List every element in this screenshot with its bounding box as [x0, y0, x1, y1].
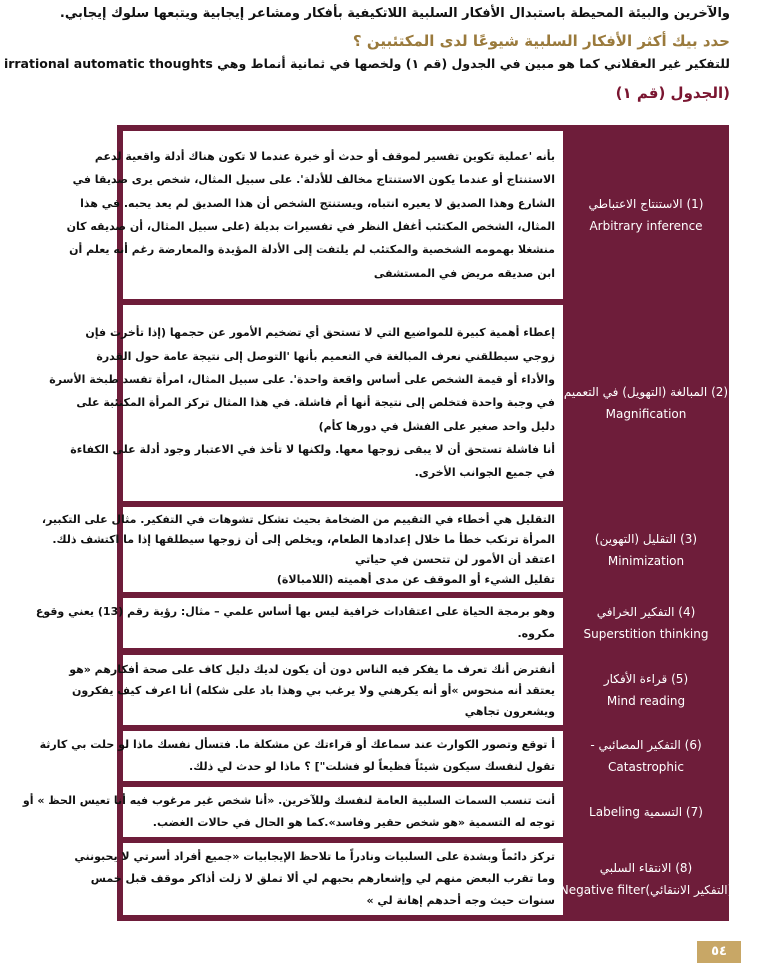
- intro-paragraph: والآخرين والبيئة المحيطة باستبدال الأفكار السلبية اللاتكيفية بأفكار ومشاعر إيجابية ويتبعها سلوك إيجابي.: [59, 6, 730, 21]
- description-line: اعتقد أن الأمور لن تتحسن في حياتي: [355, 552, 555, 566]
- term-english: Arbitrary inference: [589, 219, 703, 233]
- description-line: أنفترض أنك تعرف ما يفكر فيه الناس دون أن يكون لديك دليل كاف على صحة أفكارهم «هو: [69, 662, 555, 676]
- table-row: [49, 305, 729, 501]
- description-line: يعتقد أنه منحوس »أو أنه يكرهني ولا يرغب بي وهذا باد على شكله) أنا اعرف كيف يفكرون: [71, 683, 555, 697]
- table-row: [35, 598, 729, 648]
- description-line: المرأة ترتكب خطأ ما خلال إعدادها الطعام، ويخلص إلى أن زوجها سيطلقها إذا ما اكتشف ذلك.: [52, 532, 555, 546]
- row-description: [66, 131, 563, 299]
- term-english: Negative filter(التفكير الانتقائي): [559, 883, 733, 897]
- description-line: تركز دائماً وبشدة على السلبيات ونادراً ما تلاحظ الإيجابيات «جميع أفراد أسرتي لا يحبونني: [74, 850, 555, 863]
- row-term: [563, 655, 729, 725]
- description-line: تقليل الشيء أو الموقف عن مدى أهميته (اللامبالاة): [276, 572, 555, 586]
- distortions-table: [22, 125, 733, 921]
- description-line: والأداء أو قيمة الشخص على أساس واقعة واحدة'. على سبيل المثال، امرأة تفسد طبخة الأسرة: [49, 373, 555, 387]
- term-arabic: (5) قراءة الأفكار: [603, 672, 689, 686]
- description-line: إعطاء أهمية كبيرة للمواضيع التي لا تستحق أي تضخيم الأمور عن حجمها (إذا تأخرت فإن: [85, 326, 555, 340]
- row-description: [49, 305, 563, 501]
- description-line: زوجي سيطلقني نعرف المبالغة في التعميم بأنها 'التوصل إلى نتيجة عامة حول القدرة: [96, 349, 555, 363]
- term-arabic: (7) التسمية Labeling: [589, 805, 703, 819]
- table-row: [74, 843, 733, 915]
- term-arabic: (3) التقليل (التهوين): [594, 531, 698, 546]
- row-description: [74, 843, 563, 915]
- term-arabic: (6) التفكير المصائبي -: [590, 738, 702, 752]
- description-line: ابن صديقه مريض في المستشفى: [373, 266, 555, 280]
- description-line: دليل واحد صغير على الفشل في دورها كأم): [318, 419, 555, 433]
- table-row: [41, 507, 729, 592]
- row-description: [41, 507, 563, 592]
- description-line: أنا فاشلة تستحق أن لا يبقى زوجها معها. ولكنها لا تأخذ في الاعتبار وجود أدلة على الكفاءة: [70, 442, 555, 456]
- term-english: Mind reading: [606, 694, 686, 708]
- description-line: الشارع وهذا الصديق لا يعيره انتباه، ويستنتج الشخص أن هذا الصديق لم يعد يحبه. في هذا: [80, 196, 555, 210]
- description-line: بأنه 'عملية تكوين تفسير لموقف أو حدث أو خبرة عندما لا تكون هناك أدلة واقعية لدعم: [94, 150, 555, 164]
- term-english: Catastrophic: [608, 760, 684, 774]
- row-term: [563, 787, 729, 837]
- description-line: المثال، الشخص المكتئب أغفل النظر في تفسيرات بديلة (على سبيل المثال، أن صديقه كان: [66, 220, 555, 233]
- section-question: حدد بيك أكثر الأفكار السلبية شيوعًا لدى المكتئبين ؟: [352, 32, 730, 50]
- description-line: توجه له التسمية «هو شخص حقير وفاسد».كما هو الحال في حالات الغضب.: [152, 816, 555, 829]
- description-line: تقول لنفسك سيكون شيئاً فظيعاً لو فشلت"] ؟ ماذا لو حدث لي ذلك.: [189, 760, 555, 773]
- row-description: [35, 598, 563, 648]
- description-line: سنوات حيث وجه أحدهم إهانة لي »: [366, 894, 555, 907]
- row-term: [559, 843, 733, 915]
- row-term: [563, 131, 729, 299]
- row-description: [39, 731, 563, 781]
- description-line: الاستنتاج أو عندما يكون الاستنتاج مخالف للأدلة'. على سبيل المثال، شخص يرى صديقا في: [72, 173, 555, 187]
- description-line: وما تقرب البعض منهم لي وإشعارهم بحبهم لي ألا تملق لا زلت أذاكر موقف قبل خمس: [90, 872, 555, 885]
- description-line: أ توقع وتصور الكوارث عند سماعك أو قراءتك عن مشكلة ما. فتسأل نفسك ماذا لو حلت بي كارثة: [39, 738, 555, 751]
- table-row: [66, 131, 729, 299]
- description-line: وهو برمجة الحياة على اعتقادات خرافية ليس بها أساس علمي – مثال: رؤية رقم (13) يعني وقوع: [35, 605, 555, 618]
- term-english: Minimization: [607, 553, 685, 568]
- description-line: التقليل هي أخطاء في التقييم من الضخامة بحيث تشكل تشوهات في التفكير. مثال على التكبير،: [41, 512, 555, 526]
- patterns-paragraph: للتفكير غير العقلاني كما هو مبين في الجدول (قم ١) ولخصها في ثمانية أنماط وهي irrational automatic thoughts: [3, 56, 730, 71]
- term-arabic: (1) الاستنتاج الاعتباطي: [588, 197, 704, 211]
- description-line: في جميع الجوانب الأخرى.: [414, 466, 555, 480]
- table-row: [69, 655, 729, 725]
- term-arabic: (8) الانتقاء السلبي: [599, 861, 693, 875]
- term-arabic: (2) المبالغة (التهويل) في التعميم: [563, 385, 729, 399]
- description-line: في وجبة واحدة فتخلص إلى نتيجة أنها أم فاشلة. في هذا المثال تركز المرأة المكتئبة على: [76, 396, 555, 410]
- row-term: [563, 305, 729, 501]
- row-description: [69, 655, 563, 725]
- row-description: [22, 787, 563, 837]
- description-line: منشغلا بهمومه الشخصية والمكتئب لم يلتفت إلى الأدلة المؤيدة والمعارضة رغم أنه يعلم أن: [69, 243, 555, 257]
- table-row: [22, 787, 729, 837]
- term-english: Magnification: [605, 407, 687, 421]
- term-arabic: (4) التفكير الخرافي: [596, 605, 696, 619]
- row-term: [563, 731, 729, 781]
- term-english: Superstition thinking: [583, 627, 709, 641]
- description-line: ويشعرون تجاهي: [464, 704, 555, 718]
- table-row: [39, 731, 729, 781]
- description-line: مكروه.: [517, 627, 555, 640]
- page-number-badge: ٥٤: [697, 941, 741, 963]
- row-term: [563, 507, 729, 592]
- table-label: (الجدول (قم ١): [615, 84, 730, 102]
- description-line: أنت تنسب السمات السلبية العامة لنفسك وللآخرين. «أنا شخص غير مرغوب فيه أنا تعيس الحظ » أو: [22, 794, 555, 807]
- row-term: [563, 598, 729, 648]
